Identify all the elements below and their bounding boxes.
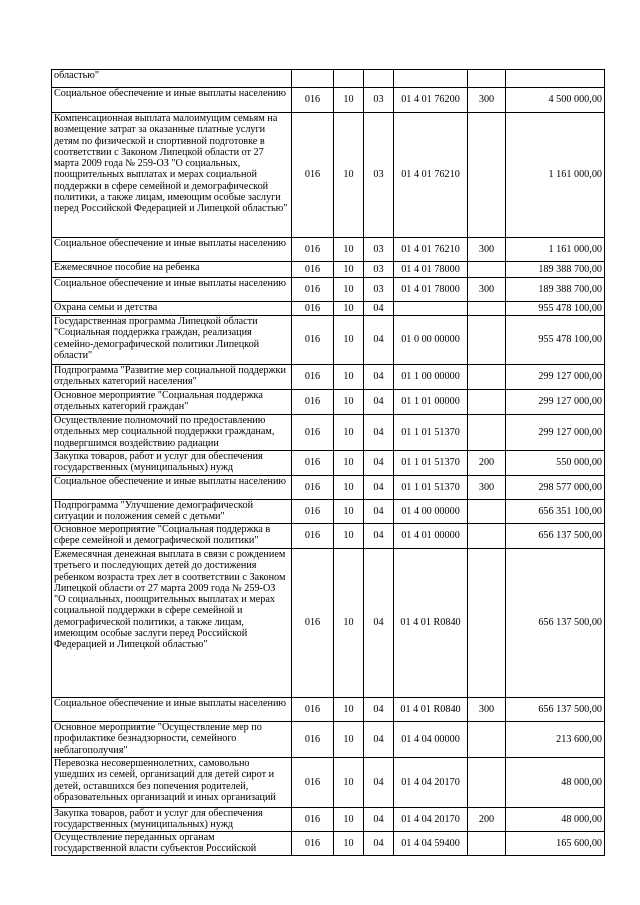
row-name: Осуществление полномочий по предоставлению отдельных мер социальной поддержки гражданам, подвергшимся воздействию радиации bbox=[52, 415, 292, 451]
table-row bbox=[52, 500, 605, 524]
row-name: Осуществление переданных органам государственной власти субъектов Российской bbox=[52, 832, 292, 856]
row-ved: 016 bbox=[292, 238, 334, 262]
row-csr: 01 4 01 76210 bbox=[394, 238, 468, 262]
row-csr: 01 1 01 51370 bbox=[394, 415, 468, 451]
row-rz: 10 bbox=[334, 365, 364, 390]
row-name: Социальное обеспечение и иные выплаты населению bbox=[52, 278, 292, 302]
row-vr bbox=[468, 316, 506, 365]
row-pr: 04 bbox=[364, 722, 394, 758]
row-name: Основное мероприятие "Социальная поддержка в сфере семейной и демографической политики" bbox=[52, 524, 292, 549]
table-row bbox=[52, 549, 605, 698]
table-row bbox=[52, 70, 605, 88]
row-ved: 016 bbox=[292, 500, 334, 524]
row-vr bbox=[468, 390, 506, 415]
row-csr: 01 4 01 78000 bbox=[394, 278, 468, 302]
table-row bbox=[52, 722, 605, 758]
row-rz: 10 bbox=[334, 113, 364, 238]
row-sum: 165 600,00 bbox=[506, 832, 605, 856]
row-sum: 656 351 100,00 bbox=[506, 500, 605, 524]
row-sum: 955 478 100,00 bbox=[506, 316, 605, 365]
row-csr: 01 4 00 00000 bbox=[394, 500, 468, 524]
row-rz: 10 bbox=[334, 262, 364, 278]
row-csr: 01 4 04 00000 bbox=[394, 722, 468, 758]
row-vr bbox=[468, 549, 506, 698]
row-name: Закупка товаров, работ и услуг для обеспечения государственных (муниципальных) нужд bbox=[52, 808, 292, 832]
table-row bbox=[52, 451, 605, 476]
row-ved: 016 bbox=[292, 278, 334, 302]
row-rz: 10 bbox=[334, 390, 364, 415]
row-rz: 10 bbox=[334, 316, 364, 365]
row-vr: 300 bbox=[468, 698, 506, 722]
budget-table-body bbox=[52, 70, 605, 856]
row-ved: 016 bbox=[292, 832, 334, 856]
row-pr: 04 bbox=[364, 524, 394, 549]
row-vr: 300 bbox=[468, 88, 506, 113]
row-rz: 10 bbox=[334, 88, 364, 113]
row-csr: 01 4 04 20170 bbox=[394, 758, 468, 808]
row-rz: 10 bbox=[334, 832, 364, 856]
table-row bbox=[52, 238, 605, 262]
row-ved: 016 bbox=[292, 451, 334, 476]
table-row bbox=[52, 758, 605, 808]
row-ved: 016 bbox=[292, 88, 334, 113]
row-name: Ежемесячное пособие на ребенка bbox=[52, 262, 292, 278]
row-name: Социальное обеспечение и иные выплаты населению bbox=[52, 476, 292, 500]
table-row bbox=[52, 88, 605, 113]
row-rz: 10 bbox=[334, 549, 364, 698]
row-ved: 016 bbox=[292, 390, 334, 415]
row-pr: 03 bbox=[364, 113, 394, 238]
row-sum: 550 000,00 bbox=[506, 451, 605, 476]
row-ved: 016 bbox=[292, 316, 334, 365]
row-vr bbox=[468, 500, 506, 524]
table-row bbox=[52, 832, 605, 856]
row-vr bbox=[468, 302, 506, 316]
row-vr bbox=[468, 758, 506, 808]
row-pr: 04 bbox=[364, 451, 394, 476]
row-name: Ежемесячная денежная выплата в связи с рождением третьего и последующих детей до достижения ребенком возраста трех лет в соответствии с Законом Липецкой области от 27 марта 2009 года № 259-ОЗ "О социальных, поощрительных выплатах и мерах социальной поддержки в сфере семейной и демографической политики, а также лицам, имеющим особые заслуги перед Российской Федерацией и Липецкой областью" bbox=[52, 549, 292, 698]
row-pr: 04 bbox=[364, 549, 394, 698]
row-rz: 10 bbox=[334, 758, 364, 808]
row-pr: 03 bbox=[364, 262, 394, 278]
row-sum: 1 161 000,00 bbox=[506, 113, 605, 238]
row-csr: 01 4 01 00000 bbox=[394, 524, 468, 549]
row-vr bbox=[468, 70, 506, 88]
row-sum: 656 137 500,00 bbox=[506, 549, 605, 698]
row-ved: 016 bbox=[292, 302, 334, 316]
row-sum: 656 137 500,00 bbox=[506, 524, 605, 549]
row-ved: 016 bbox=[292, 415, 334, 451]
row-ved: 016 bbox=[292, 524, 334, 549]
row-vr: 200 bbox=[468, 808, 506, 832]
row-name: Социальное обеспечение и иные выплаты населению bbox=[52, 88, 292, 113]
row-sum: 1 161 000,00 bbox=[506, 238, 605, 262]
row-name: Социальное обеспечение и иные выплаты населению bbox=[52, 238, 292, 262]
row-sum: 213 600,00 bbox=[506, 722, 605, 758]
row-ved: 016 bbox=[292, 722, 334, 758]
row-sum: 48 000,00 bbox=[506, 808, 605, 832]
row-csr: 01 4 04 59400 bbox=[394, 832, 468, 856]
row-vr bbox=[468, 524, 506, 549]
row-csr: 01 0 00 00000 bbox=[394, 316, 468, 365]
row-csr bbox=[394, 70, 468, 88]
table-row bbox=[52, 390, 605, 415]
row-ved: 016 bbox=[292, 808, 334, 832]
row-sum: 48 000,00 bbox=[506, 758, 605, 808]
row-vr bbox=[468, 832, 506, 856]
row-name: Охрана семьи и детства bbox=[52, 302, 292, 316]
row-rz: 10 bbox=[334, 500, 364, 524]
row-vr bbox=[468, 722, 506, 758]
row-name: Компенсационная выплата малоимущим семьям на возмещение затрат за оказанные платные услуги детям по физической и спортивной подготовке в соответствии с Законом Липецкой области от 27 марта 2009 года № 259-ОЗ "О социальных, поощрительных выплатах и мерах социальной поддержки в сфере семейной и демографической политики, а также лицам, имеющим особые заслуги перед Российской Федерацией и Липецкой областью" bbox=[52, 113, 292, 238]
row-ved: 016 bbox=[292, 758, 334, 808]
row-csr: 01 1 01 51370 bbox=[394, 451, 468, 476]
table-row bbox=[52, 415, 605, 451]
row-sum bbox=[506, 70, 605, 88]
row-rz: 10 bbox=[334, 238, 364, 262]
row-pr: 04 bbox=[364, 500, 394, 524]
row-name: Закупка товаров, работ и услуг для обеспечения государственных (муниципальных) нужд bbox=[52, 451, 292, 476]
row-ved: 016 bbox=[292, 365, 334, 390]
budget-page bbox=[51, 69, 605, 856]
table-row bbox=[52, 808, 605, 832]
row-csr: 01 1 00 00000 bbox=[394, 365, 468, 390]
table-row bbox=[52, 698, 605, 722]
row-pr: 04 bbox=[364, 415, 394, 451]
table-row bbox=[52, 113, 605, 238]
row-vr bbox=[468, 262, 506, 278]
row-pr: 04 bbox=[364, 808, 394, 832]
row-vr: 300 bbox=[468, 476, 506, 500]
row-name: Подпрограмма "Улучшение демографической ситуации и положения семей с детьми" bbox=[52, 500, 292, 524]
row-pr: 04 bbox=[364, 758, 394, 808]
row-rz: 10 bbox=[334, 415, 364, 451]
row-rz: 10 bbox=[334, 451, 364, 476]
row-csr: 01 4 01 76210 bbox=[394, 113, 468, 238]
table-row bbox=[52, 302, 605, 316]
row-name: Основное мероприятие "Осуществление мер по профилактике безнадзорности, семейного неблагополучия" bbox=[52, 722, 292, 758]
row-rz: 10 bbox=[334, 476, 364, 500]
row-ved: 016 bbox=[292, 698, 334, 722]
row-pr: 04 bbox=[364, 698, 394, 722]
row-ved: 016 bbox=[292, 113, 334, 238]
row-pr: 04 bbox=[364, 302, 394, 316]
row-ved bbox=[292, 70, 334, 88]
row-ved: 016 bbox=[292, 549, 334, 698]
row-rz: 10 bbox=[334, 698, 364, 722]
table-row bbox=[52, 524, 605, 549]
row-csr: 01 1 01 51370 bbox=[394, 476, 468, 500]
row-csr: 01 4 04 20170 bbox=[394, 808, 468, 832]
row-vr bbox=[468, 113, 506, 238]
row-name: областью" bbox=[52, 70, 292, 88]
row-csr: 01 4 01 R0840 bbox=[394, 549, 468, 698]
row-csr: 01 4 01 R0840 bbox=[394, 698, 468, 722]
row-csr bbox=[394, 302, 468, 316]
row-pr: 03 bbox=[364, 88, 394, 113]
row-sum: 299 127 000,00 bbox=[506, 390, 605, 415]
row-pr: 04 bbox=[364, 316, 394, 365]
row-sum: 299 127 000,00 bbox=[506, 415, 605, 451]
row-csr: 01 4 01 76200 bbox=[394, 88, 468, 113]
row-pr: 03 bbox=[364, 238, 394, 262]
row-vr: 300 bbox=[468, 238, 506, 262]
row-pr: 04 bbox=[364, 390, 394, 415]
row-sum: 4 500 000,00 bbox=[506, 88, 605, 113]
table-row bbox=[52, 476, 605, 500]
budget-table bbox=[51, 69, 605, 856]
row-vr: 200 bbox=[468, 451, 506, 476]
row-rz: 10 bbox=[334, 808, 364, 832]
table-row bbox=[52, 262, 605, 278]
row-sum: 299 127 000,00 bbox=[506, 365, 605, 390]
row-rz: 10 bbox=[334, 302, 364, 316]
row-sum: 189 388 700,00 bbox=[506, 278, 605, 302]
row-name: Перевозка несовершеннолетних, самовольно ушедших из семей, организаций для детей сирот и детей, оставшихся без попечения родителей, образовательных организаций и иных организаций bbox=[52, 758, 292, 808]
row-csr: 01 4 01 78000 bbox=[394, 262, 468, 278]
row-csr: 01 1 01 00000 bbox=[394, 390, 468, 415]
row-pr: 03 bbox=[364, 278, 394, 302]
row-sum: 955 478 100,00 bbox=[506, 302, 605, 316]
row-vr: 300 bbox=[468, 278, 506, 302]
table-row bbox=[52, 316, 605, 365]
row-vr bbox=[468, 365, 506, 390]
row-name: Основное мероприятие "Социальная поддержка отдельных категорий граждан" bbox=[52, 390, 292, 415]
row-pr: 04 bbox=[364, 365, 394, 390]
row-pr: 04 bbox=[364, 832, 394, 856]
row-rz: 10 bbox=[334, 278, 364, 302]
row-rz bbox=[334, 70, 364, 88]
table-row bbox=[52, 365, 605, 390]
row-ved: 016 bbox=[292, 262, 334, 278]
row-rz: 10 bbox=[334, 722, 364, 758]
row-sum: 189 388 700,00 bbox=[506, 262, 605, 278]
row-rz: 10 bbox=[334, 524, 364, 549]
row-pr bbox=[364, 70, 394, 88]
row-ved: 016 bbox=[292, 476, 334, 500]
table-row bbox=[52, 278, 605, 302]
row-name: Социальное обеспечение и иные выплаты населению bbox=[52, 698, 292, 722]
row-name: Подпрограмма "Развитие мер социальной поддержки отдельных категорий населения" bbox=[52, 365, 292, 390]
row-vr bbox=[468, 415, 506, 451]
row-sum: 298 577 000,00 bbox=[506, 476, 605, 500]
row-name: Государственная программа Липецкой области "Социальная поддержка граждан, реализация семейно-демографической политики Липецкой области" bbox=[52, 316, 292, 365]
row-sum: 656 137 500,00 bbox=[506, 698, 605, 722]
row-pr: 04 bbox=[364, 476, 394, 500]
